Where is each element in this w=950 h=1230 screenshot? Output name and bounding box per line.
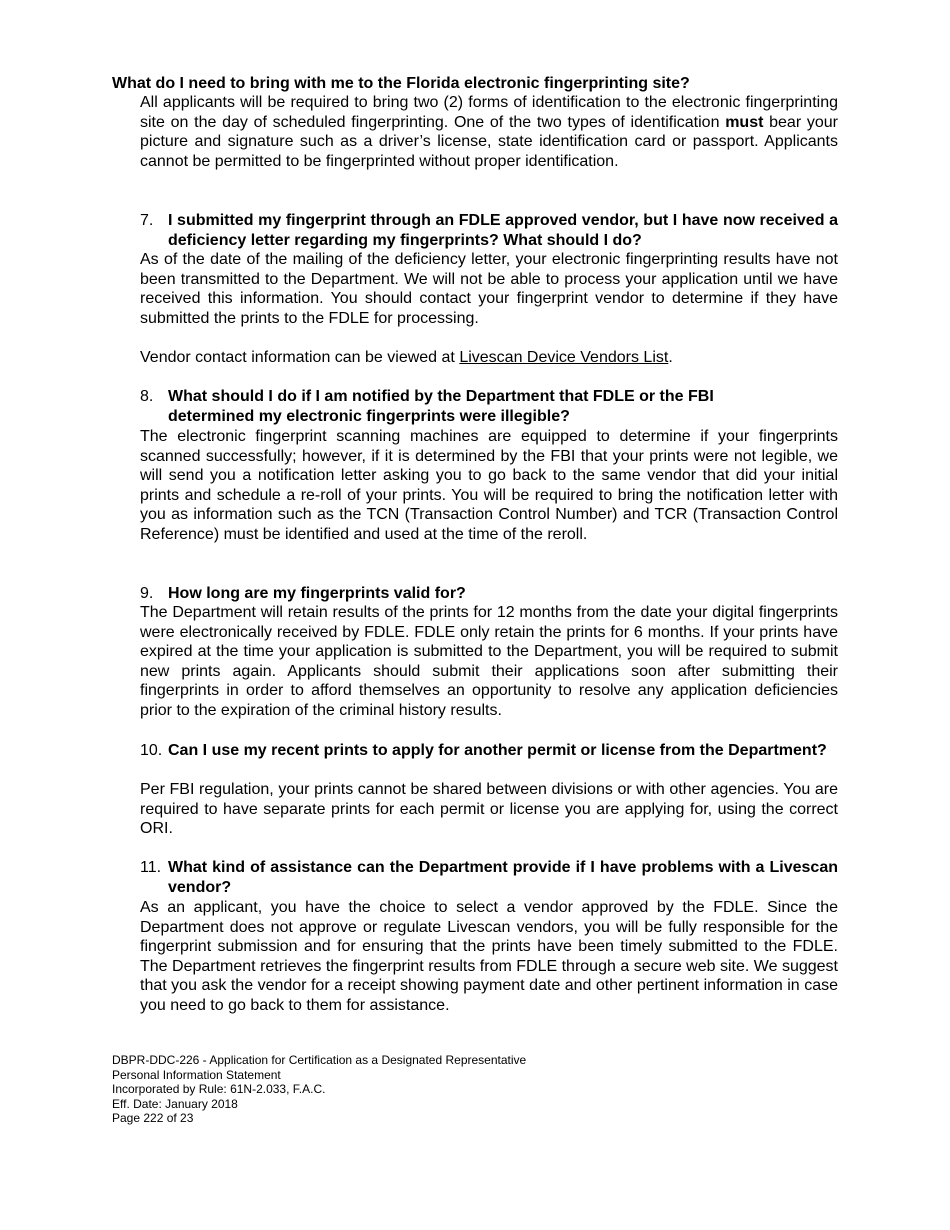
question-text: Can I use my recent prints to apply for another permit or license from the Department? xyxy=(168,742,827,759)
answer-9: The Department will retain results of the prints for 12 months from the date your digital fingerprints were electronically received by FDLE. FDLE only retain the prints for 6 months. If your prints have expired at the time your application is submitted to the Department, you will be required to submit new prints again. Applicants should submit their applications soon after submitting their fingerprints in order to afford themselves an opportunity to resolve any application deficiencies prior to the expiration of the criminal history results. xyxy=(140,604,838,719)
page-footer xyxy=(112,1053,526,1126)
vendor-contact-suffix: . xyxy=(668,349,673,366)
answer-8: The electronic fingerprint scanning machines are equipped to determine if your fingerprints scanned successfully; however, if it is determined by the FBI that your prints were not legible, we will send you a notification letter asking you to go back to the same vendor that did your initial prints and schedule a re-roll of your prints. You will be required to bring the notification letter with you as information such as the TCN (Transaction Control Number) and TCR (Transaction Control Reference) must be identified and used at the time of the reroll. xyxy=(140,428,838,543)
question-11 xyxy=(140,858,838,897)
vendor-contact-prefix: Vendor contact information can be viewed at xyxy=(140,349,460,366)
intro-answer-text: All applicants will be required to bring two (2) forms of identification to the electronic fingerprinting site on the day of scheduled fingerprinting. One of the two types of identification xyxy=(140,94,838,131)
question-number: 7. xyxy=(140,212,154,229)
footer-form-title: DBPR-DDC-226 - Application for Certification as a Designated Representative xyxy=(112,1053,527,1067)
question-number: 9. xyxy=(140,585,154,602)
footer-rule: Incorporated by Rule: 61N-2.033, F.A.C. xyxy=(112,1082,326,1097)
question-7 xyxy=(140,211,838,250)
question-text: I submitted my fingerprint through an FDLE approved vendor, but I have now received a deficiency letter regarding my fingerprints? What should I do? xyxy=(168,212,838,249)
intro-answer-text-continued: bear your picture and signature such as a driver’s license, state identification card or passport. Applicants cannot be permitted to be fingerprinted without proper identification. xyxy=(140,113,838,170)
intro-answer xyxy=(140,93,838,171)
intro-answer-emphasis: must xyxy=(725,113,764,131)
question-number: 8. xyxy=(140,388,154,405)
question-8 xyxy=(140,387,838,426)
vendor-contact-line xyxy=(140,348,838,368)
question-text-line2: determined my electronic fingerprints were illegible? xyxy=(168,407,570,425)
answer-11: As an applicant, you have the choice to select a vendor approved by the FDLE. Since the Department does not approve or regulate Livescan vendors, you will be fully responsible for the fingerprint submission and for ensuring that the prints have been timely submitted to the FDLE. The Department retrieves the fingerprint results from FDLE through a secure web site. We suggest that you ask the vendor for a receipt showing payment date and other pertinent information in case you need to go back to them for assistance. xyxy=(140,899,838,1014)
intro-question: What do I need to bring with me to the Florida electronic fingerprinting site? xyxy=(112,75,690,92)
question-number: 11. xyxy=(140,859,162,876)
footer-statement: Personal Information Statement xyxy=(112,1067,281,1082)
footer-page-number: Page 222 of 23 xyxy=(112,1111,194,1126)
question-10 xyxy=(140,741,838,761)
question-number: 10. xyxy=(140,742,163,759)
answer-7: As of the date of the mailing of the deficiency letter, your electronic fingerprinting results have not been transmitted to the Department. We will not be able to process your application until we have received this information. You should contact your fingerprint vendor to determine if they have submitted the prints to the FDLE for processing. xyxy=(140,251,838,327)
question-9 xyxy=(140,584,838,604)
question-text-line1: What should I do if I am notified by the Department that FDLE or the FBI xyxy=(168,388,714,405)
question-text: How long are my fingerprints valid for? xyxy=(168,585,466,602)
answer-10: Per FBI regulation, your prints cannot be shared between divisions or with other agencies. You are required to have separate prints for each permit or license you are applying for, using the correct ORI. xyxy=(140,781,838,838)
question-text xyxy=(168,387,838,426)
livescan-vendors-link[interactable]: Livescan Device Vendors List xyxy=(459,349,669,366)
footer-eff-date: Eff. Date: January 2018 xyxy=(112,1096,238,1111)
question-text: What kind of assistance can the Department provide if I have problems with a Livescan vendor? xyxy=(168,859,838,896)
